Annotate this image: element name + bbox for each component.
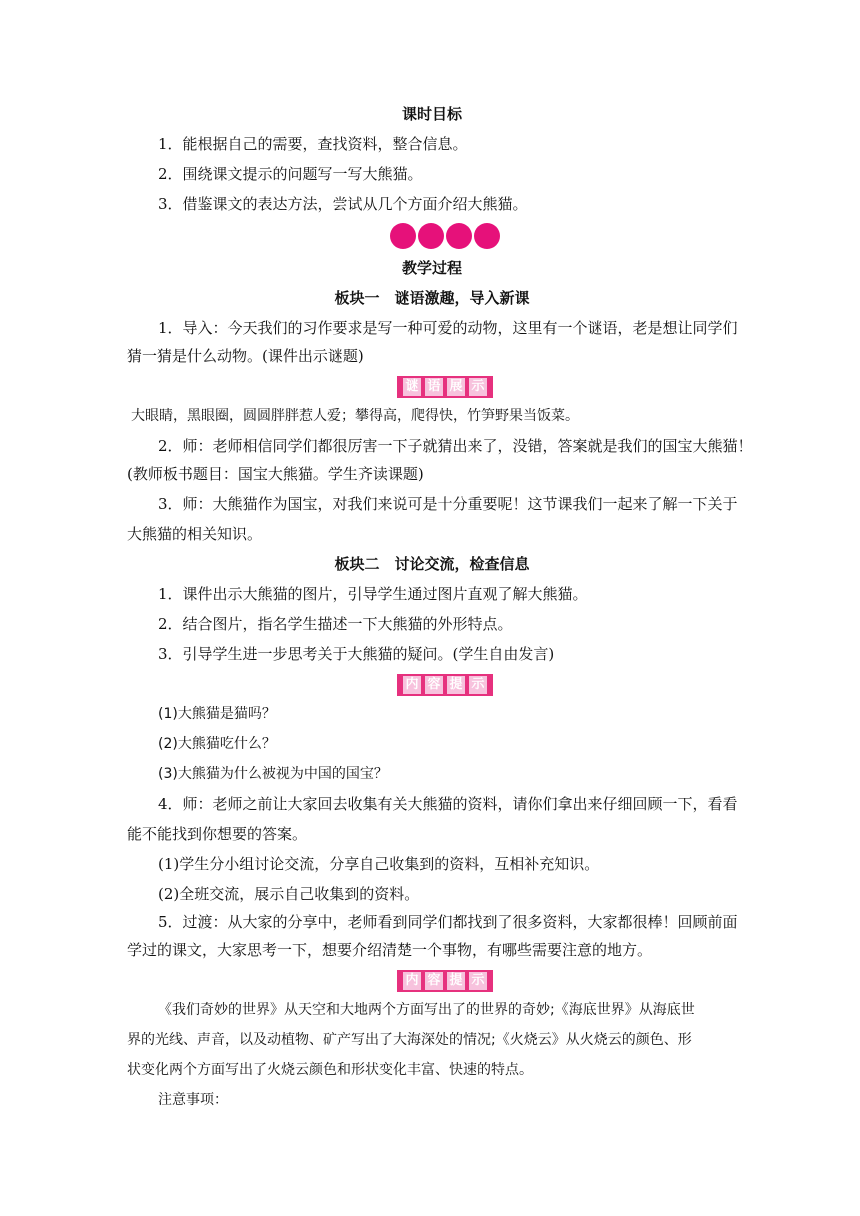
section1-p3-line2: 大熊猫的相关知识。 xyxy=(127,525,263,543)
question-2: (2)大熊猫吃什么？ xyxy=(158,736,276,752)
section2-title: 板块二 讨论交流，检查信息 xyxy=(334,555,530,573)
badge-char: 提 xyxy=(447,676,465,694)
section2-p5-line2: 学过的课文，大家思考一下，想要介绍清楚一个事物，有哪些需要注意的地方。 xyxy=(127,941,653,959)
badge-char: 示 xyxy=(469,676,487,694)
question-3: (3)大熊猫为什么被视为中国的国宝？ xyxy=(158,766,388,782)
notes-label: 注意事项： xyxy=(158,1092,228,1108)
section2-p4-line1: 4．师：老师之前让大家回去收集有关大熊猫的资料，请你们拿出来仔细回顾一下，看看 xyxy=(158,795,738,813)
riddle-badge xyxy=(397,376,493,398)
hint-line3: 状变化两个方面写出了火烧云颜色和形状变化丰富、快速的特点。 xyxy=(127,1062,533,1078)
question-1: (1)大熊猫是猫吗？ xyxy=(158,706,276,722)
objective-item-1: 1．能根据自己的需要，查找资料，整合信息。 xyxy=(158,135,468,153)
section1-title: 板块一 谜语激趣，导入新课 xyxy=(334,289,530,307)
objectives-title: 课时目标 xyxy=(401,105,462,123)
objective-item-2: 2．围绕课文提示的问题写一写大熊猫。 xyxy=(158,165,423,183)
hint-line2: 界的光线、声音，以及动植物、矿产写出了大海深处的情况;《火烧云》从火烧云的颜色、形 xyxy=(127,1032,692,1048)
section1-p3-line1: 3．师：大熊猫作为国宝，对我们来说可是十分重要呢！这节课我们一起来了解一下关于 xyxy=(158,495,738,513)
badge-char: 容 xyxy=(425,676,443,694)
badge-char: 示 xyxy=(469,972,487,990)
decorative-dots-icon xyxy=(388,222,504,250)
content-hint-badge-2 xyxy=(397,970,493,992)
section2-l3: 3．引导学生进一步思考关于大熊猫的疑问。(学生自由发言) xyxy=(158,645,555,663)
section1-p1-line2: 猜一猜是什么动物。(课件出示谜题) xyxy=(127,347,364,365)
section1-p1-line1: 1．导入：今天我们的习作要求是写一种可爱的动物，这里有一个谜语，老是想让同学们 xyxy=(158,319,738,337)
section1-p2-line1: 2．师：老师相信同学们都很厉害一下子就猜出来了，没错，答案就是我们的国宝大熊猫！ xyxy=(158,437,753,455)
badge-char: 示 xyxy=(469,378,487,396)
badge-char: 内 xyxy=(403,676,421,694)
riddle-text: 大眼睛，黑眼圈，圆圆胖胖惹人爱；攀得高，爬得快，竹笋野果当饭菜。 xyxy=(131,408,579,424)
section2-l1: 1．课件出示大熊猫的图片，引导学生通过图片直观了解大熊猫。 xyxy=(158,585,588,603)
section2-s1: (1)学生分小组讨论交流，分享自己收集到的资料，互相补充知识。 xyxy=(158,855,600,873)
section2-s2: (2)全班交流，展示自己收集到的资料。 xyxy=(158,885,420,903)
badge-char: 展 xyxy=(447,378,465,396)
badge-char: 语 xyxy=(425,378,443,396)
objective-item-3: 3．借鉴课文的表达方法，尝试从几个方面介绍大熊猫。 xyxy=(158,195,528,213)
hint-line1: 《我们奇妙的世界》从天空和大地两个方面写出了的世界的奇妙;《海底世界》从海底世 xyxy=(158,1002,695,1018)
section2-l2: 2．结合图片，指名学生描述一下大熊猫的外形特点。 xyxy=(158,615,513,633)
badge-char: 谜 xyxy=(403,378,421,396)
section1-p2-line2: (教师板书题目：国宝大熊猫。学生齐读课题) xyxy=(127,465,424,483)
section2-p4-line2: 能不能找到你想要的答案。 xyxy=(127,825,308,843)
section2-p5-line1: 5．过渡：从大家的分享中，老师看到同学们都找到了很多资料，大家都很棒！回顾前面 xyxy=(158,913,738,931)
process-title: 教学过程 xyxy=(401,259,462,277)
content-hint-badge-1 xyxy=(397,674,493,696)
badge-char: 容 xyxy=(425,972,443,990)
badge-char: 提 xyxy=(447,972,465,990)
badge-char: 内 xyxy=(403,972,421,990)
